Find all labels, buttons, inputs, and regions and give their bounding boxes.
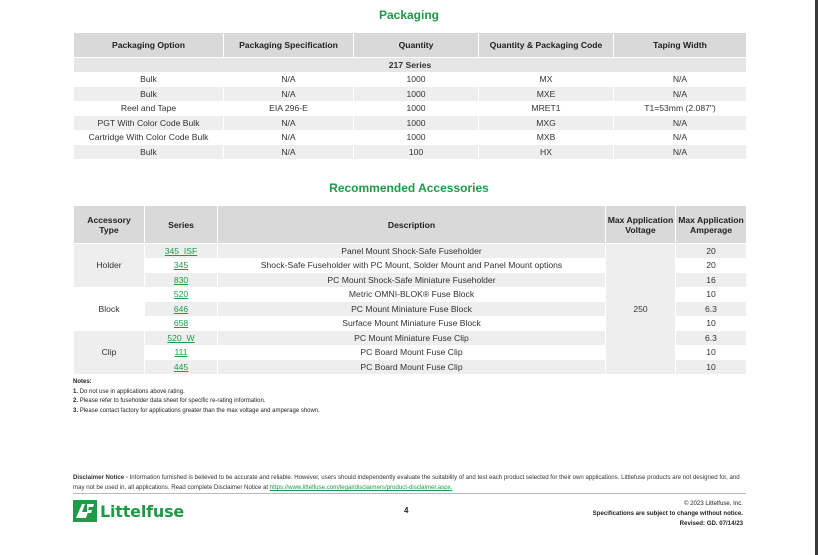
packaging-title: Packaging [378, 8, 440, 22]
col-max-voltage: Max Application Voltage [606, 206, 676, 244]
series-row [74, 58, 747, 73]
packaging-header-row [74, 33, 747, 58]
col-packaging-spec: Packaging Specification [224, 33, 354, 58]
cell: T1=53mm (2.087") [614, 101, 747, 116]
description: PC Board Mount Fuse Clip [218, 360, 606, 375]
series-link[interactable]: 658 [173, 318, 189, 329]
cell: N/A [224, 145, 354, 160]
cell: 1000 [354, 130, 479, 145]
series-link[interactable]: 520_W [167, 332, 195, 343]
disclaimer-heading: Disclaimer Notice - [73, 474, 130, 481]
cell: PGT With Color Code Bulk [74, 116, 224, 131]
group-block: Block [74, 287, 145, 331]
table-row [74, 130, 747, 145]
cell: N/A [224, 116, 354, 131]
cell: MXG [479, 116, 614, 131]
col-accessory-type: Accessory Type [74, 206, 145, 244]
accessories-title: Recommended Accessories [329, 181, 489, 195]
col-max-amperage: Max Application Amperage [676, 206, 747, 244]
group-clip: Clip [74, 331, 145, 375]
cell: N/A [614, 72, 747, 87]
cell: MX [479, 72, 614, 87]
series-link[interactable]: 520 [173, 289, 189, 300]
amperage: 10 [676, 287, 747, 302]
disclaimer [73, 473, 743, 493]
amperage: 10 [676, 360, 747, 375]
notes-heading: Notes: [73, 379, 92, 385]
cell: 100 [354, 145, 479, 160]
description: PC Mount Miniature Fuse Clip [218, 331, 606, 346]
revised-date: Revised: GD. 07/14/23 [679, 520, 743, 527]
description: Panel Mount Shock-Safe Fuseholder [218, 244, 606, 259]
cell: Cartridge With Color Code Bulk [74, 130, 224, 145]
description: Metric OMNI-BLOK® Fuse Block [218, 287, 606, 302]
cell: 1000 [354, 72, 479, 87]
col-packaging-option: Packaging Option [74, 33, 224, 58]
col-description: Description [218, 206, 606, 244]
disclaimer-text: Information furnished is believed to be accurate and reliable. However, users should independently evaluate the suitability of and test each product selected for their own applications. Littlefuse products are not designed for, and may not be used in, all applications. Read complete Disclaimer Notice at [73, 474, 740, 491]
series-link[interactable]: 345 [173, 260, 189, 271]
disclaimer-link[interactable]: https://www.littelfuse.com/legal/disclaimers/product-disclaimer.aspx. [269, 484, 453, 491]
max-voltage: 250 [606, 244, 676, 375]
cell: N/A [614, 87, 747, 102]
copyright: © 2023 Littelfuse, Inc. [683, 500, 743, 507]
cell: Reel and Tape [74, 101, 224, 116]
cell: EIA 296-E [224, 101, 354, 116]
cell: N/A [224, 130, 354, 145]
page-number: 4 [404, 506, 409, 515]
description: PC Board Mount Fuse Clip [218, 345, 606, 360]
table-row [74, 72, 747, 87]
amperage: 20 [676, 244, 747, 259]
littelfuse-logo [73, 500, 184, 522]
cell: N/A [614, 145, 747, 160]
col-quantity: Quantity [354, 33, 479, 58]
series-link[interactable]: 646 [173, 303, 189, 314]
cell: N/A [614, 116, 747, 131]
footer-info [593, 499, 743, 529]
col-taping-width: Taping Width [614, 33, 747, 58]
littelfuse-logo-icon [73, 500, 97, 522]
col-qty-code: Quantity & Packaging Code [479, 33, 614, 58]
cell: MRET1 [479, 101, 614, 116]
cell: N/A [614, 130, 747, 145]
cell: N/A [224, 87, 354, 102]
description: PC Mount Shock-Safe Miniature Fuseholder [218, 273, 606, 288]
cell: MXB [479, 130, 614, 145]
accessories-table [73, 205, 747, 375]
accessories-header-row [74, 206, 747, 244]
notes [73, 378, 320, 416]
table-row [74, 116, 747, 131]
description: PC Mount Miniature Fuse Block [218, 302, 606, 317]
packaging-table [73, 32, 747, 160]
amperage: 20 [676, 258, 747, 273]
spec-notice: Specifications are subject to change without notice. [592, 510, 743, 517]
series-link[interactable]: 830 [173, 274, 189, 285]
note-item: 2. Please refer to fuseholder data sheet for specific re-rating information. [73, 398, 266, 404]
table-row [74, 101, 747, 116]
series-link[interactable]: 445 [173, 361, 189, 372]
table-row [74, 244, 747, 259]
note-item: 1. Do not use in applications above rating. [73, 388, 185, 395]
cell: 1000 [354, 87, 479, 102]
footer-divider [73, 493, 746, 494]
series-label: 217 Series [74, 58, 747, 73]
description: Surface Mount Miniature Fuse Block [218, 316, 606, 331]
cell: 1000 [354, 101, 479, 116]
amperage: 10 [676, 316, 747, 331]
table-row [74, 87, 747, 102]
series-link[interactable]: 345_ISF [164, 245, 198, 256]
group-holder: Holder [74, 244, 145, 288]
amperage: 10 [676, 345, 747, 360]
cell: Bulk [74, 72, 224, 87]
description: Shock-Safe Fuseholder with PC Mount, Solder Mount and Panel Mount options [218, 258, 606, 273]
cell: N/A [224, 72, 354, 87]
amperage: 6.3 [676, 302, 747, 317]
note-item: 3. Please contact factory for applications greater than the max voltage and amperage shown. [73, 407, 320, 414]
amperage: 16 [676, 273, 747, 288]
cell: MXE [479, 87, 614, 102]
logo-text: Littelfuse [100, 501, 185, 521]
cell: Bulk [74, 87, 224, 102]
col-series: Series [145, 206, 218, 244]
cell: 1000 [354, 116, 479, 131]
amperage: 6.3 [676, 331, 747, 346]
series-link[interactable]: 111 [174, 347, 188, 358]
table-row [74, 145, 747, 160]
cell: Bulk [74, 145, 224, 160]
cell: HX [479, 145, 614, 160]
